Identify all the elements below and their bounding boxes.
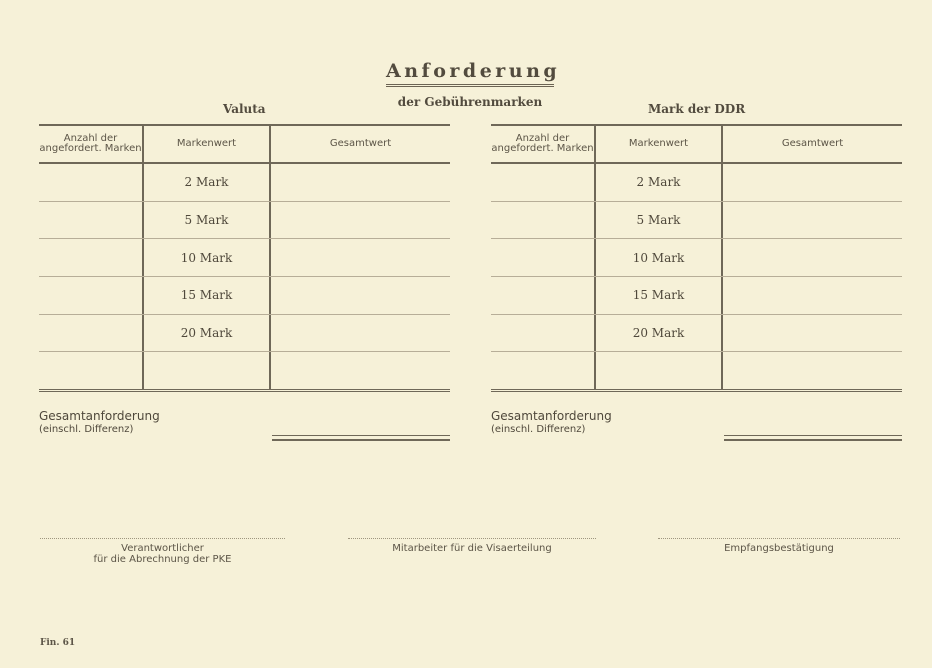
stamp-value: 15 Mark bbox=[632, 288, 685, 303]
table-row bbox=[39, 315, 450, 353]
table-row bbox=[491, 277, 902, 315]
stamp-value: 5 Mark bbox=[184, 213, 229, 228]
signature-responsible bbox=[40, 538, 285, 568]
signature-caption: Verantwortlicher bbox=[121, 543, 204, 554]
total-label-sub: (einschl. Differenz) bbox=[39, 424, 134, 435]
signature-caption: für die Abrechnung der PKE bbox=[93, 554, 232, 565]
total-label-sub: (einschl. Differenz) bbox=[491, 424, 586, 435]
header-stamp-value: Markenwert bbox=[628, 138, 689, 149]
total-label-text: Gesamtanforderung bbox=[491, 409, 612, 423]
right-total-line bbox=[724, 435, 902, 441]
table-row bbox=[39, 239, 450, 277]
form-title: Anforderung bbox=[386, 60, 554, 87]
stamp-value: 10 Mark bbox=[632, 250, 685, 265]
table-row bbox=[39, 202, 450, 240]
header-total-value: Gesamtwert bbox=[329, 138, 392, 149]
stamp-value: 5 Mark bbox=[636, 213, 681, 228]
stamp-value bbox=[596, 352, 721, 390]
right-section-label: Mark der DDR bbox=[648, 102, 746, 116]
stamp-value: 20 Mark bbox=[632, 326, 685, 341]
table-row bbox=[491, 352, 902, 390]
table-header bbox=[39, 126, 450, 164]
header-count: Anzahl der angefordert. Marken bbox=[39, 133, 142, 154]
table-row bbox=[39, 164, 450, 202]
form-number: Fin. 61 bbox=[40, 638, 76, 648]
stamp-value: 20 Mark bbox=[180, 326, 233, 341]
stamp-value: 2 Mark bbox=[184, 175, 229, 190]
table-header bbox=[491, 126, 902, 164]
header-count: Anzahl der angefordert. Marken bbox=[491, 133, 594, 154]
stamp-value: 2 Mark bbox=[636, 175, 681, 190]
table-row bbox=[491, 164, 902, 202]
total-label-text: Gesamtanforderung bbox=[39, 409, 160, 423]
signature-caption: Mitarbeiter für die Visaerteilung bbox=[392, 543, 552, 554]
table-row bbox=[39, 277, 450, 315]
table-row bbox=[491, 239, 902, 277]
signature-receipt bbox=[658, 538, 900, 568]
right-total-label bbox=[491, 410, 612, 436]
left-section-label: Valuta bbox=[223, 102, 266, 116]
header-stamp-value: Markenwert bbox=[176, 138, 237, 149]
table-row bbox=[491, 202, 902, 240]
left-total-label bbox=[39, 410, 160, 436]
form-subtitle: der Gebührenmarken bbox=[397, 95, 543, 109]
stamp-value bbox=[144, 352, 269, 390]
table-row bbox=[39, 352, 450, 390]
stamp-value: 15 Mark bbox=[180, 288, 233, 303]
header-total-value: Gesamtwert bbox=[781, 138, 844, 149]
table-row bbox=[491, 315, 902, 353]
ddr-mark-table bbox=[491, 124, 902, 392]
left-total-line bbox=[272, 435, 450, 441]
signature-staff bbox=[348, 538, 596, 568]
stamp-value: 10 Mark bbox=[180, 250, 233, 265]
valuta-table bbox=[39, 124, 450, 392]
signature-caption: Empfangsbestätigung bbox=[724, 543, 834, 554]
